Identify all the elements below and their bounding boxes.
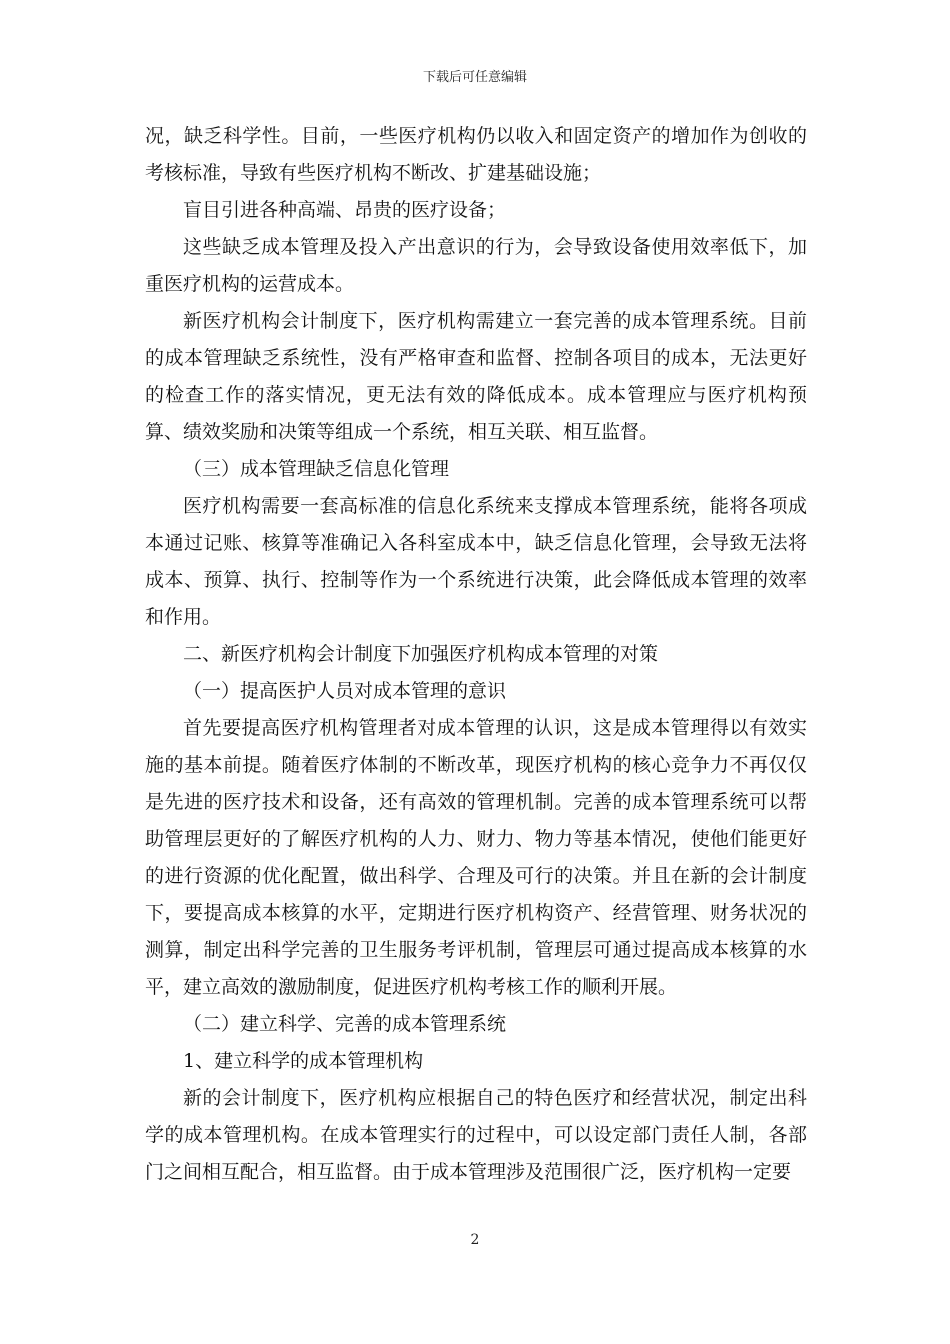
page-header: 下载后可任意编辑 — [422, 70, 527, 85]
paragraph: 首先要提高医疗机构管理者对成本管理的认识，这是成本管理得以有效实施的基本前提。随着医疗体制的不断改革，现医疗机构的核心竞争力不再仅仅是先进的医疗技术和设备，还有高效的管理机制。完善的成本管理系统可以帮助管理层更好的了解医疗机构的人力、财力、物力等基本情况，使他们能更好的进行资源的优化配置，做出科学、合理及可行的决策。并且在新的会计制度下，要提高成本核算的水平，定期进行医疗机构资产、经营管理、财务状况的测算，制定出科学完善的卫生服务考评机制，管理层可通过提高成本核算的水平，建立高效的激励制度，促进医疗机构考核工作的顺利开展。 — [145, 717, 807, 998]
paragraph: 新医疗机构会计制度下，医疗机构需建立一套完善的成本管理系统。目前的成本管理缺乏系统性，没有严格审查和监督、控制各项目的成本，无法更好的检查工作的落实情况，更无法有效的降低成本。成本管理应与医疗机构预算、绩效奖励和决策等组成一个系统，相互关联、相互监督。 — [145, 310, 807, 443]
paragraph: 医疗机构需要一套高标准的信息化系统来支撑成本管理系统，能将各项成本通过记账、核算等准确记入各科室成本中，缺乏信息化管理，会导致无法将成本、预算、执行、控制等作为一个系统进行决策，此会降低成本管理的效率和作用。 — [145, 495, 807, 628]
page-number: 2 — [470, 1232, 480, 1248]
paragraph: 这些缺乏成本管理及投入产出意识的行为，会导致设备使用效率低下，加重医疗机构的运营成本。 — [145, 236, 807, 295]
document-body — [145, 118, 807, 1191]
paragraph: 新的会计制度下，医疗机构应根据自己的特色医疗和经营状况，制定出科学的成本管理机构。在成本管理实行的过程中，可以设定部门责任人制，各部门之间相互配合，相互监督。由于成本管理涉及范围很广泛，医疗机构一定要 — [145, 1087, 807, 1183]
section-heading: （三）成本管理缺乏信息化管理 — [183, 458, 450, 480]
section-heading: 1、建立科学的成本管理机构 — [183, 1050, 424, 1072]
paragraph-continuation: 况，缺乏科学性。目前，一些医疗机构仍以收入和固定资产的增加作为创收的考核标准，导致有些医疗机构不断改、扩建基础设施； — [145, 125, 807, 184]
section-heading: （二）建立科学、完善的成本管理系统 — [183, 1013, 507, 1035]
section-heading: （一）提高医护人员对成本管理的意识 — [183, 680, 507, 702]
section-heading: 二、新医疗机构会计制度下加强医疗机构成本管理的对策 — [183, 643, 659, 665]
paragraph: 盲目引进各种高端、昂贵的医疗设备； — [183, 199, 507, 221]
